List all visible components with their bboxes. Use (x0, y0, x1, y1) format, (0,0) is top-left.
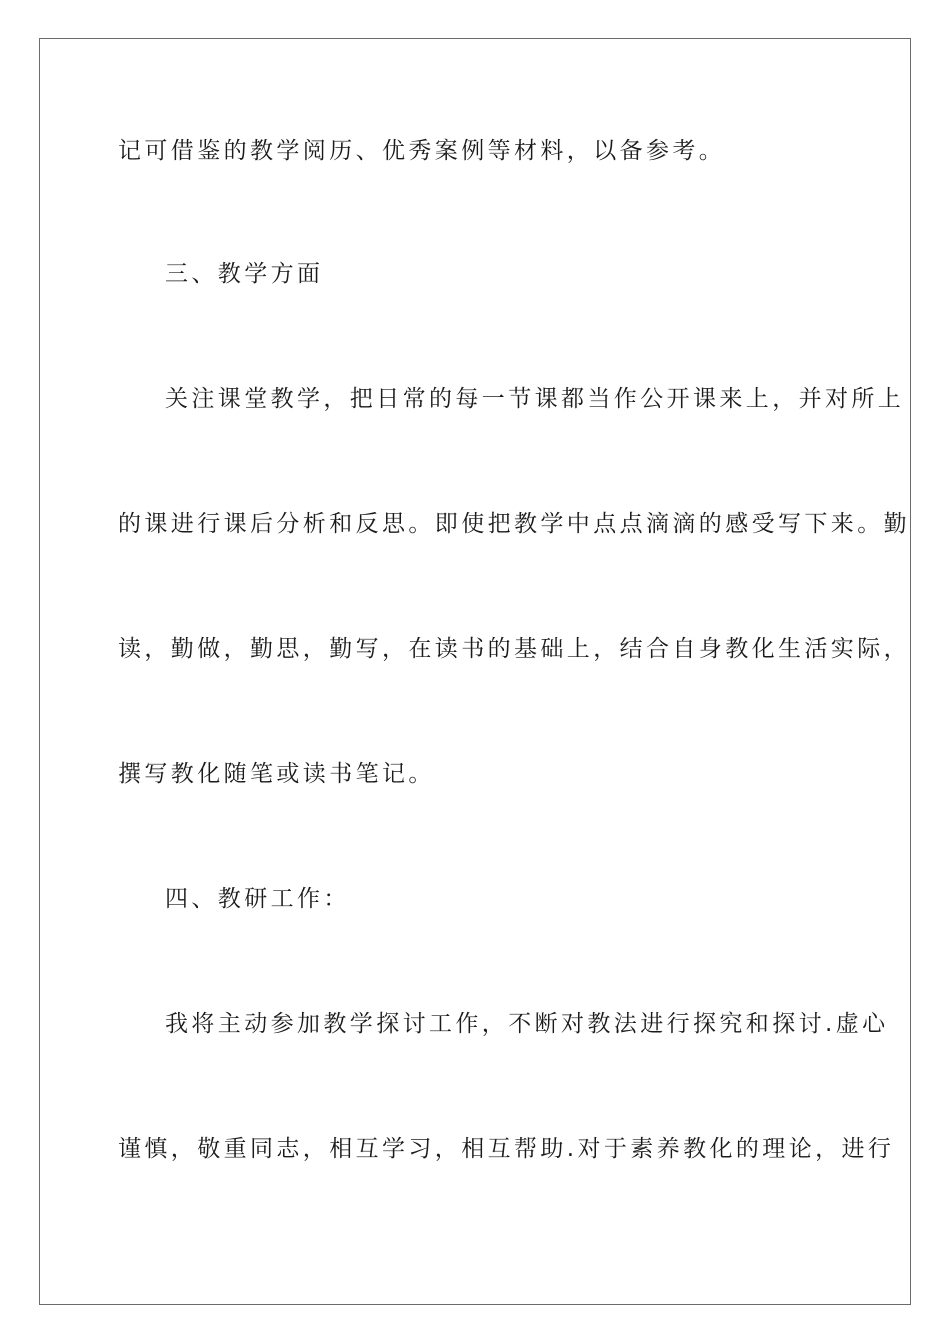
paragraph-line: 的课进行课后分析和反思。即使把教学中点点滴滴的感受写下来。勤 (118, 511, 910, 537)
paragraph-continuation-line: 记可借鉴的教学阅历、优秀案例等材料，以备参考。 (118, 138, 726, 164)
page-border (39, 38, 911, 1305)
paragraph-line: 关注课堂教学，把日常的每一节课都当作公开课来上，并对所上 (165, 386, 905, 412)
paragraph-line: 撰写教化随笔或读书笔记。 (118, 761, 435, 787)
section-heading-teaching: 三、教学方面 (165, 261, 324, 287)
paragraph-line: 我将主动参加教学探讨工作，不断对教法进行探究和探讨.虚心 (165, 1011, 889, 1037)
section-heading-research: 四、教研工作： (165, 886, 350, 912)
paragraph-line: 读，勤做，勤思，勤写，在读书的基础上，结合自身教化生活实际， (118, 636, 910, 662)
paragraph-line: 谨慎，敬重同志，相互学习，相互帮助.对于素养教化的理论，进行 (118, 1136, 895, 1162)
